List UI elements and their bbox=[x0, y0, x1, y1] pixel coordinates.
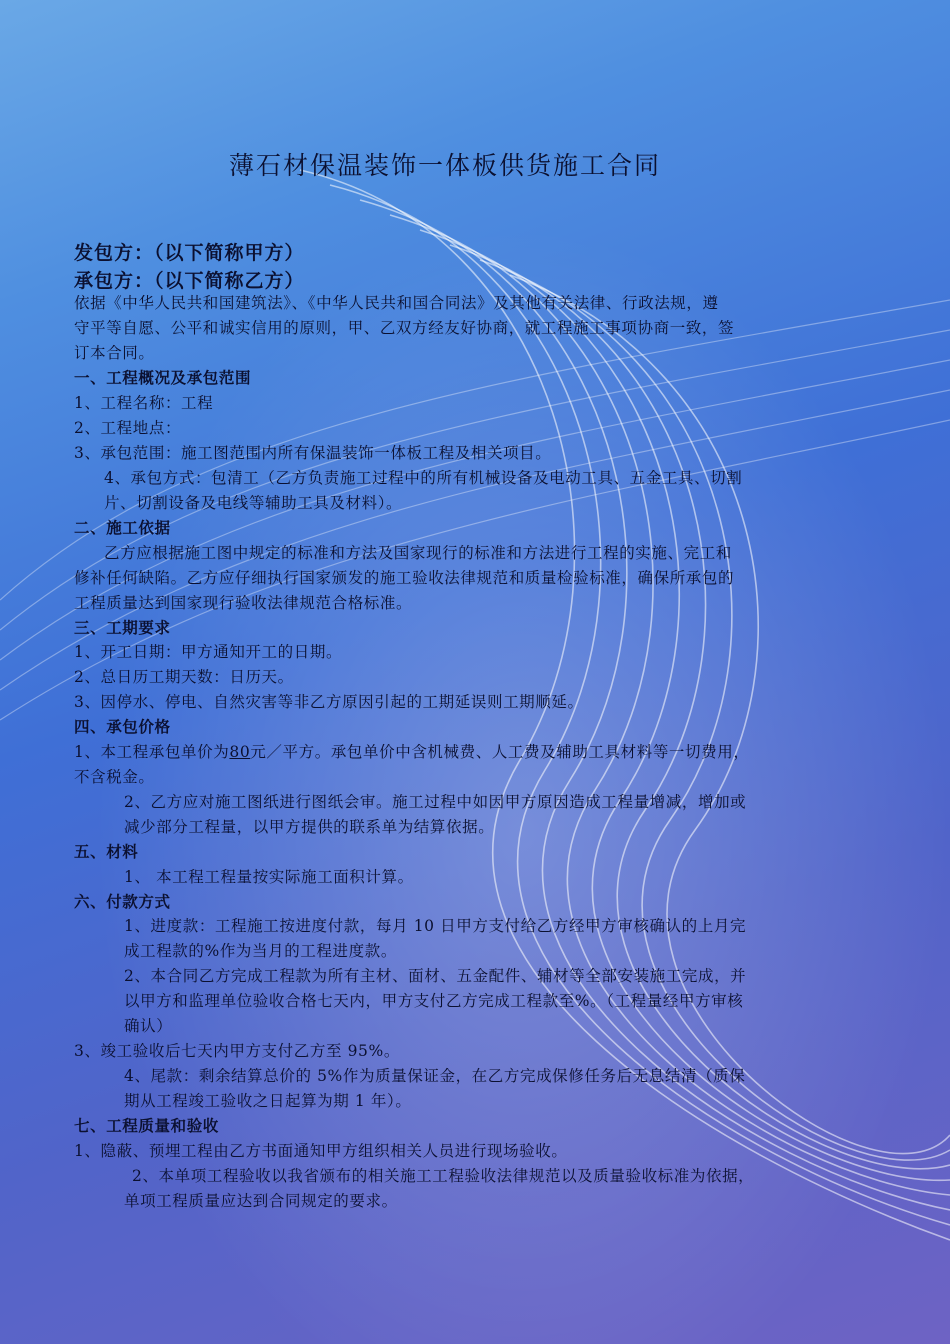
clause-line: 工程质量达到国家现行验收法律规范合格标准。 bbox=[74, 594, 413, 612]
clause-line: 单项工程质量应达到合同规定的要求。 bbox=[124, 1192, 398, 1210]
party-b-line: 承包方：（以下简称乙方） bbox=[74, 270, 305, 292]
clause-line: 3、因停水、停电、自然灾害等非乙方原因引起的工期延误则工期顺延。 bbox=[74, 693, 584, 711]
clause-line: 4、承包方式：包清工（乙方负责施工过程中的所有机械设备及电动工具、五金工具、切割 bbox=[104, 469, 743, 487]
clause-line: 期从工程竣工验收之日起算为期 1 年）。 bbox=[124, 1092, 412, 1110]
clause-line: 成工程款的%作为当月的工程进度款。 bbox=[124, 942, 397, 960]
clause-line: 2、本单项工程验收以我省颁布的相关施工工程验收法律规范以及质量验收标准为依据， bbox=[132, 1167, 755, 1185]
clause-line: 1、隐蔽、预埋工程由乙方书面通知甲方组织相关人员进行现场验收。 bbox=[74, 1142, 568, 1160]
clause-line: 2、总日历工期天数：日历天。 bbox=[74, 668, 294, 686]
clause-line: 修补任何缺陷。乙方应仔细执行国家颁发的施工验收法律规范和质量检验标准，确保所承包的 bbox=[74, 569, 735, 587]
unit-price-value: 80 bbox=[229, 743, 251, 761]
clause-line: 2、本合同乙方完成工程款为所有主材、面材、五金配件、辅材等全部安装施工完成，并 bbox=[124, 967, 747, 985]
section-heading: 五、材料 bbox=[74, 842, 139, 861]
clause-line: 片、切割设备及电线等辅助工具及材料）。 bbox=[104, 494, 403, 512]
clause-line: 不含税金。 bbox=[74, 768, 155, 786]
clause-line: 确认） bbox=[124, 1017, 173, 1035]
section-heading: 七、工程质量和验收 bbox=[74, 1116, 219, 1135]
clause-line: 2、工程地点： bbox=[74, 419, 182, 437]
page-title: 薄石材保温装饰一体板供货施工合同 bbox=[228, 151, 661, 180]
section-heading: 二、施工依据 bbox=[74, 518, 171, 537]
section-heading: 四、承包价格 bbox=[74, 717, 171, 736]
clause-line: 2、乙方应对施工图纸进行图纸会审。施工过程中如因甲方原因造成工程量增减，增加或 bbox=[124, 793, 747, 811]
intro-line: 依据《中华人民共和国建筑法》、《中华人民共和国合同法》及其他有关法律、行政法规，遵 bbox=[74, 294, 719, 312]
section-heading: 三、工期要求 bbox=[74, 618, 171, 637]
clause-line-price bbox=[74, 740, 749, 765]
clause-line: 以甲方和监理单位验收合格七天内，甲方支付乙方完成工程款至%。（工程量经甲方审核 bbox=[124, 992, 744, 1010]
clause-line: 1、进度款：工程施工按进度付款，每月 10 日甲方支付给乙方经甲方审核确认的上月完 bbox=[124, 917, 747, 935]
clause-line: 3、竣工验收后七天内甲方支付乙方至 95%。 bbox=[74, 1042, 400, 1060]
clause-line: 3、承包范围：施工图范围内所有保温装饰一体板工程及相关项目。 bbox=[74, 444, 552, 462]
section-heading: 六、付款方式 bbox=[74, 892, 171, 911]
intro-line: 守平等自愿、公平和诚实信用的原则，甲、乙双方经友好协商，就工程施工事项协商一致，签 bbox=[74, 319, 735, 337]
clause-line: 1、 本工程工程量按实际施工面积计算。 bbox=[124, 868, 414, 886]
clause-line: 4、尾款：剩余结算总价的 5%作为质量保证金，在乙方完成保修任务后无息结清（质保 bbox=[124, 1067, 746, 1085]
intro-line: 订本合同。 bbox=[74, 344, 155, 362]
party-a-line: 发包方：（以下简称甲方） bbox=[74, 242, 305, 264]
price-suffix: 元／平方。承包单价中含机械费、人工费及辅助工具材料等一切费用， bbox=[250, 743, 750, 761]
section-heading: 一、工程概况及承包范围 bbox=[74, 368, 252, 387]
clause-line: 乙方应根据施工图中规定的标准和方法及国家现行的标准和方法进行工程的实施、完工和 bbox=[104, 544, 732, 562]
price-prefix: 1、本工程承包单价为 bbox=[74, 743, 230, 761]
clause-line: 减少部分工程量，以甲方提供的联系单为结算依据。 bbox=[124, 818, 495, 836]
clause-line: 1、工程名称：工程 bbox=[74, 394, 214, 412]
clause-line: 1、开工日期：甲方通知开工的日期。 bbox=[74, 643, 343, 661]
